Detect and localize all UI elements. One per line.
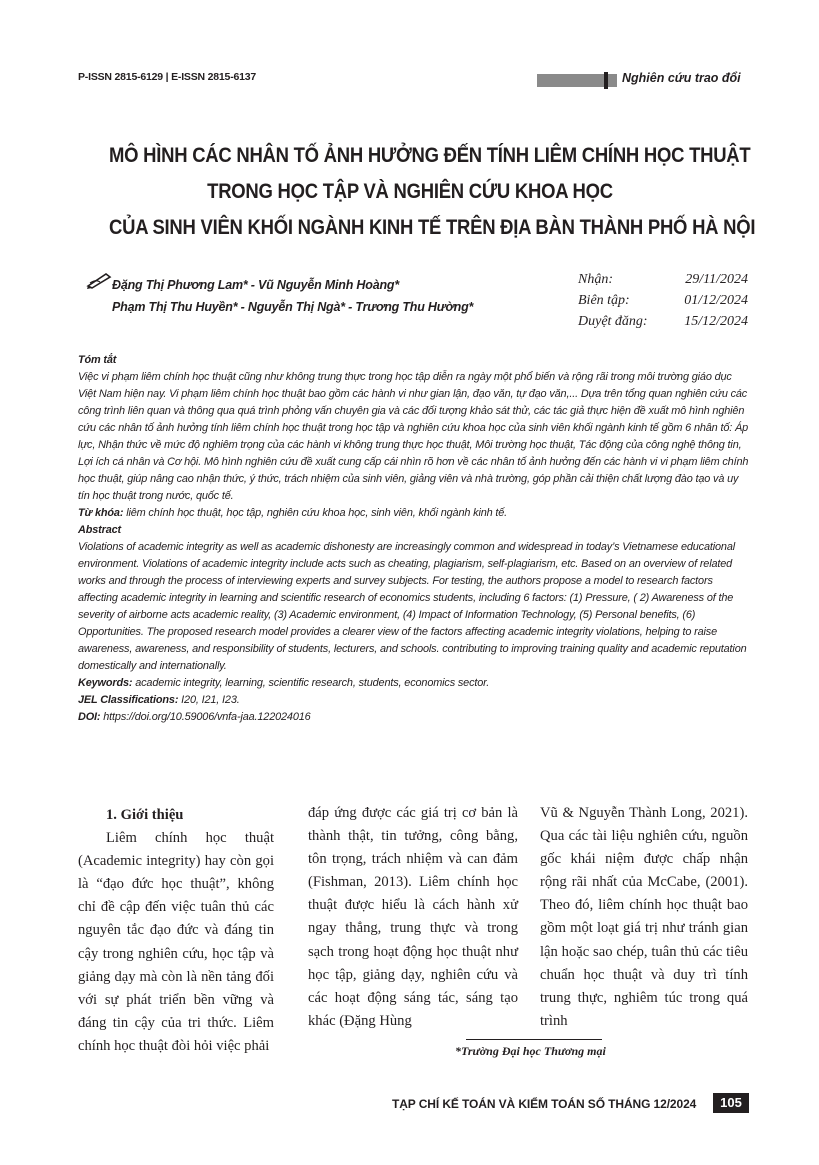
section-heading: 1. Giới thiệu — [106, 807, 184, 823]
date-label: Duyệt đăng: — [578, 314, 648, 329]
page-number: 105 — [713, 1093, 749, 1113]
abstract-block — [78, 352, 750, 726]
footnote-rule — [466, 1039, 602, 1040]
doi-link[interactable]: https://doi.org/10.59006/vnfa-jaa.122024016 — [100, 711, 311, 723]
summary-keywords — [78, 505, 750, 522]
date-approved — [578, 311, 748, 332]
author-line-2: Phạm Thị Thu Huyền* - Nguyễn Thị Ngà* - Trương Thu Hường* — [112, 300, 474, 314]
abstract-text: Violations of academic integrity as well as academic dishonesty are increasingly common and widespread in today’s Vietnamese educational environment. Violations of academic integrity include acts such as cheating, plagiarism, self-plagiarism, etc. Based on an overview of related works and through the process of interviewing experts and survey subjects. For testing, the authors propose a model to research factors affecting academic integrity in learning and scientific research of economics students, including 6 factors: (1) Pressure, ( 2) Awareness of the severity of airborne acts academic reality, (3) Academic environment, (4) Impact of Information Technology, (5) Personal benefits, (6) Opportunities. The proposed research model provides a clearer view of the factors affecting academic integrity violations, helping to raise awareness, awareness, and responsibility of students, lecturers, and schools. contributing to improving training quality and academic reputation domestically and internationally. — [78, 541, 747, 672]
body-column-1 — [78, 804, 274, 1058]
pen-icon — [86, 271, 112, 294]
body-paragraph: Liêm chính học thuật (Academic integrity) hay còn gọi là “đạo đức học thuật”, không chỉ đề cập đến việc tuân thủ các nguyên tắc đạo đức và đáng tin cậy trong nghiên cứu, học tập và giảng dạy mà còn là nền tảng đối với sự phát triển bền vững và đáng tin cậy của tri thức. Liêm chính học thuật đòi hỏi việc phải — [78, 830, 274, 1054]
body-paragraph: đáp ứng được các giá trị cơ bản là thành thật, tin tưởng, công bằng, tôn trọng, trách nhiệm và can đảm (Fishman, 2013). Liêm chính học thuật được hiểu là cách hành xử ngay thẳng, trung thực và trong sạch trong hoạt động học thuật như học tập, giảng dạy, nghiên cứu và các hoạt động sáng tác, sáng tạo khác (Đặng Hùng — [308, 805, 518, 1029]
date-block — [578, 269, 748, 332]
abstract-heading: Abstract — [78, 524, 121, 536]
title-line-3: CỦA SINH VIÊN KHỐI NGÀNH KINH TẾ TRÊN ĐỊA BÀN THÀNH PHỐ HÀ NỘI — [109, 215, 756, 239]
keywords-en: academic integrity, learning, scientific research, students, economics sector. — [132, 677, 490, 689]
footnote: *Trường Đại học Thương mại — [455, 1044, 606, 1058]
doi-label: DOI: — [78, 711, 101, 723]
author-list — [112, 274, 473, 318]
author-line-1: Đặng Thị Phương Lam* - Vũ Nguyễn Minh Hoàng* — [112, 278, 399, 292]
title-line-2: TRONG HỌC TẬP VÀ NGHIÊN CỨU KHOA HỌC — [207, 179, 613, 203]
keywords-label-en: Keywords: — [78, 677, 133, 689]
body-paragraph: Vũ & Nguyễn Thành Long, 2021). Qua các tài liệu nghiên cứu, nguồn gốc khái niệm được chấp nhận rộng rãi nhất của McCabe, (2001). Theo đó, liêm chính học thuật bao gồm một loạt giá trị như tránh gian lận hoặc sao chép, tuân thủ các tiêu chuẩn học thuật và duy trì tính trung thực, nghiêm túc trong quá trình — [540, 805, 748, 1029]
date-edited — [578, 290, 748, 311]
title-line-1: MÔ HÌNH CÁC NHÂN TỐ ẢNH HƯỞNG ĐẾN TÍNH LIÊM CHÍNH HỌC THUẬT — [109, 143, 751, 167]
doi-line — [78, 709, 750, 726]
keywords-label-vi: Từ khóa: — [78, 507, 124, 519]
body-column-3 — [540, 802, 748, 1033]
article-title — [109, 137, 756, 245]
issn-line: P-ISSN 2815-6129 | E-ISSN 2815-6137 — [78, 71, 257, 83]
summary-text: Việc vi phạm liêm chính học thuật cũng như không trung thực trong học tập diễn ra ngày một phổ biến và rộng rãi trong môi trường giáo dục Việt Nam hiện nay. Vi phạm liêm chính học thuật bao gồm các hành vi như gian lận, đạo văn, tự đạo văn,... Dựa trên tổng quan nghiên cứu các công trình liên quan và thông qua quá trình phỏng vấn chuyên gia và các đối tượng khảo sát thử, các tác giả thực hiện đề xuất mô hình nghiên cứu các nhân tố ảnh hưởng tính liêm chính học thuật trong học tập và nghiên cứu khoa học của sinh viên khối ngành kinh tế gồm 6 nhân tố: Áp lực, Nhận thức về mức độ nghiêm trọng của các hành vi không trung thực học thuật, Môi trường học thuật, Tác động của công nghệ thông tin, Lợi ích cá nhân và Cơ hội. Mô hình nghiên cứu đề xuất cung cấp cái nhìn rõ hơn về các nhân tố ảnh hưởng đến các hành vi vi phạm liêm chính học thuật, giúp nâng cao nhận thức, ý thức, trách nhiệm của sinh viên, giảng viên và nhà trường, góp phần cải thiện chất lượng đào tạo và uy tín học thuật trong nước, quốc tế. — [78, 371, 749, 502]
summary-heading: Tóm tắt — [78, 354, 117, 366]
section-label: Nghiên cứu trao đổi — [622, 71, 741, 85]
jel-classifications — [78, 692, 750, 709]
date-value: 29/11/2024 — [685, 272, 748, 287]
date-value: 01/12/2024 — [684, 293, 748, 308]
date-label: Nhận: — [578, 272, 613, 287]
date-label: Biên tập: — [578, 293, 630, 308]
jel-codes: I20, I21, I23. — [178, 694, 240, 706]
jel-label: JEL Classifications: — [78, 694, 179, 706]
body-column-2 — [308, 802, 518, 1033]
header-bar-divider — [604, 72, 608, 89]
date-value: 15/12/2024 — [684, 314, 748, 329]
abstract-keywords — [78, 675, 750, 692]
keywords-vi: liêm chính học thuật, học tập, nghiên cứu khoa học, sinh viên, khối ngành kinh tế. — [123, 507, 508, 519]
date-received — [578, 269, 748, 290]
journal-footer: TẠP CHÍ KẾ TOÁN VÀ KIỂM TOÁN SỐ THÁNG 12/2024 — [392, 1097, 697, 1111]
